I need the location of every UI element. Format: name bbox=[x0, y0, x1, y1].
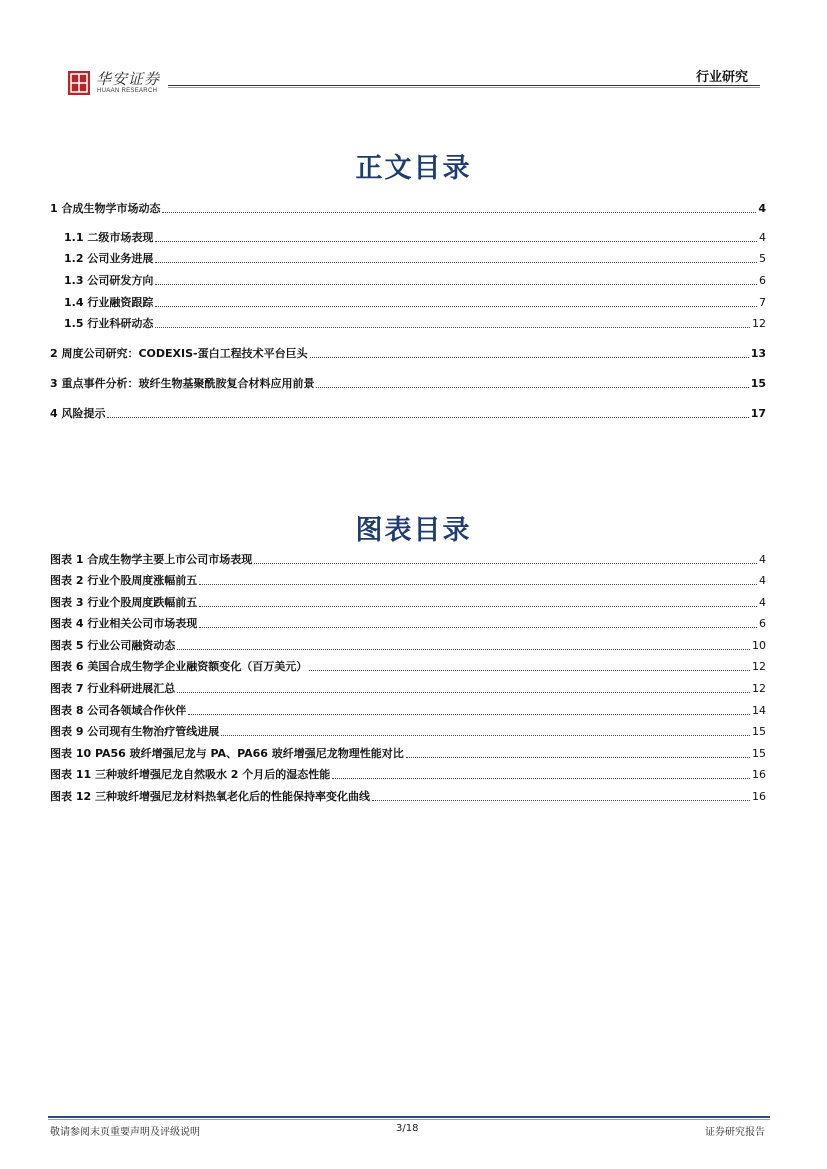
leader-dots bbox=[199, 583, 757, 585]
toc-entry-text: 1.2 公司业务进展 bbox=[64, 252, 154, 265]
leader-dots bbox=[188, 713, 750, 715]
logo-text-cn: 华安证券 bbox=[96, 70, 161, 88]
toc-entry-text: 4 风险提示 bbox=[50, 407, 106, 420]
figure-entry[interactable] bbox=[50, 766, 766, 782]
figure-entry-text: 图表 3 行业个股周度跌幅前五 bbox=[50, 596, 198, 609]
figure-entry-text: 图表 8 公司各领域合作伙伴 bbox=[50, 704, 187, 717]
toc-entry-text: 1.1 二级市场表现 bbox=[64, 231, 154, 244]
leader-dots bbox=[162, 211, 756, 213]
figure-entry-page: 6 bbox=[759, 617, 766, 630]
figure-entry[interactable] bbox=[50, 572, 766, 588]
leader-dots bbox=[221, 734, 750, 736]
figure-entry[interactable] bbox=[50, 702, 766, 718]
figure-entry-text: 图表 1 合成生物学主要上市公司市场表现 bbox=[50, 553, 253, 566]
toc-entry-text: 1.5 行业科研动态 bbox=[64, 317, 154, 330]
footer-report-type: 证券研究报告 bbox=[705, 1127, 765, 1138]
leader-dots bbox=[316, 386, 748, 388]
toc-entry-text: 3 重点事件分析：玻纤生物基聚酰胺复合材料应用前景 bbox=[50, 377, 315, 390]
figure-entry-page: 4 bbox=[759, 574, 766, 587]
leader-dots bbox=[406, 756, 750, 758]
figure-entry-text: 图表 6 美国合成生物学企业融资额变化（百万美元） bbox=[50, 660, 308, 673]
figure-entry-page: 15 bbox=[752, 725, 766, 738]
leader-dots bbox=[310, 356, 749, 358]
leader-dots bbox=[254, 562, 757, 564]
figure-entry[interactable] bbox=[50, 745, 766, 761]
leader-dots bbox=[332, 777, 750, 779]
toc-entry-page: 7 bbox=[759, 296, 766, 309]
toc-entry-text: 1.4 行业融资跟踪 bbox=[64, 296, 154, 309]
figure-entry-page: 16 bbox=[752, 768, 766, 781]
toc-entry-page: 15 bbox=[750, 377, 766, 390]
leader-dots bbox=[177, 648, 750, 650]
figure-entry[interactable] bbox=[50, 551, 766, 567]
leader-dots bbox=[155, 283, 757, 285]
header-divider-secondary bbox=[168, 87, 760, 88]
figure-entry-text: 图表 12 三种玻纤增强尼龙材料热氧老化后的性能保持率变化曲线 bbox=[50, 790, 370, 803]
header-divider bbox=[168, 85, 760, 86]
figure-entry-page: 15 bbox=[752, 747, 766, 760]
toc-entry-page: 5 bbox=[759, 252, 766, 265]
toc-entry-page: 4 bbox=[758, 202, 766, 215]
figure-entry-page: 4 bbox=[759, 596, 766, 609]
figure-entry-page: 14 bbox=[752, 704, 766, 717]
figure-entry-page: 12 bbox=[752, 682, 766, 695]
figure-entry-text: 图表 5 行业公司融资动态 bbox=[50, 639, 176, 652]
figure-entry[interactable] bbox=[50, 788, 766, 804]
toc-title: 正文目录 bbox=[355, 153, 472, 184]
toc-entry[interactable] bbox=[64, 315, 766, 331]
toc-entry-page: 12 bbox=[752, 317, 766, 330]
figure-entry[interactable] bbox=[50, 615, 766, 631]
figure-entry-text: 图表 4 行业相关公司市场表现 bbox=[50, 617, 198, 630]
leader-dots bbox=[155, 326, 750, 328]
toc-entry[interactable] bbox=[64, 250, 766, 266]
leader-dots bbox=[309, 669, 750, 671]
toc-entry[interactable] bbox=[50, 345, 766, 361]
figure-entry-text: 图表 7 行业科研进展汇总 bbox=[50, 682, 176, 695]
toc-entry[interactable] bbox=[50, 200, 766, 216]
toc-entry[interactable] bbox=[50, 405, 766, 421]
figure-entry[interactable] bbox=[50, 658, 766, 674]
footer-disclaimer: 敬请参阅末页重要声明及评级说明 bbox=[50, 1127, 200, 1138]
footer-page-number: 3/18 bbox=[396, 1123, 419, 1134]
footer-divider bbox=[48, 1116, 770, 1118]
figures-title: 图表目录 bbox=[355, 515, 472, 546]
toc-entry-text: 2 周度公司研究：CODEXIS-蛋白工程技术平台巨头 bbox=[50, 347, 308, 360]
leader-dots bbox=[199, 605, 757, 607]
toc-entry[interactable] bbox=[64, 272, 766, 288]
toc-entry[interactable] bbox=[64, 229, 766, 245]
page-header bbox=[48, 62, 760, 102]
leader-dots bbox=[155, 240, 757, 242]
figure-entry-page: 4 bbox=[759, 553, 766, 566]
footer-divider-secondary bbox=[48, 1119, 770, 1120]
leader-dots bbox=[107, 416, 748, 418]
huaan-logo-icon bbox=[68, 71, 90, 95]
toc-entry-page: 13 bbox=[750, 347, 766, 360]
figure-entry[interactable] bbox=[50, 637, 766, 653]
toc-entry-page: 4 bbox=[759, 231, 766, 244]
figure-entry-text: 图表 11 三种玻纤增强尼龙自然吸水 2 个月后的湿态性能 bbox=[50, 768, 331, 781]
leader-dots bbox=[177, 691, 750, 693]
toc-entry[interactable] bbox=[64, 294, 766, 310]
leader-dots bbox=[155, 305, 757, 307]
toc-entry-page: 17 bbox=[750, 407, 766, 420]
figure-entry-text: 图表 10 PA56 玻纤增强尼龙与 PA、PA66 玻纤增强尼龙物理性能对比 bbox=[50, 747, 404, 760]
toc-entry-text: 1.3 公司研发方向 bbox=[64, 274, 154, 287]
header-section-label: 行业研究 bbox=[695, 70, 748, 85]
figure-entry-page: 12 bbox=[752, 660, 766, 673]
figure-entry-text: 图表 9 公司现有生物治疗管线进展 bbox=[50, 725, 220, 738]
toc-entry-text: 1 合成生物学市场动态 bbox=[50, 202, 161, 215]
figure-entry[interactable] bbox=[50, 680, 766, 696]
toc-entry-page: 6 bbox=[759, 274, 766, 287]
toc-entry[interactable] bbox=[50, 375, 766, 391]
logo-text-en: HUAAN RESEARCH bbox=[97, 88, 158, 94]
figure-entry-text: 图表 2 行业个股周度涨幅前五 bbox=[50, 574, 198, 587]
figure-entry[interactable] bbox=[50, 594, 766, 610]
figure-entry-page: 16 bbox=[752, 790, 766, 803]
leader-dots bbox=[155, 261, 757, 263]
figure-entry[interactable] bbox=[50, 723, 766, 739]
leader-dots bbox=[199, 626, 757, 628]
figure-entry-page: 10 bbox=[752, 639, 766, 652]
leader-dots bbox=[372, 799, 750, 801]
